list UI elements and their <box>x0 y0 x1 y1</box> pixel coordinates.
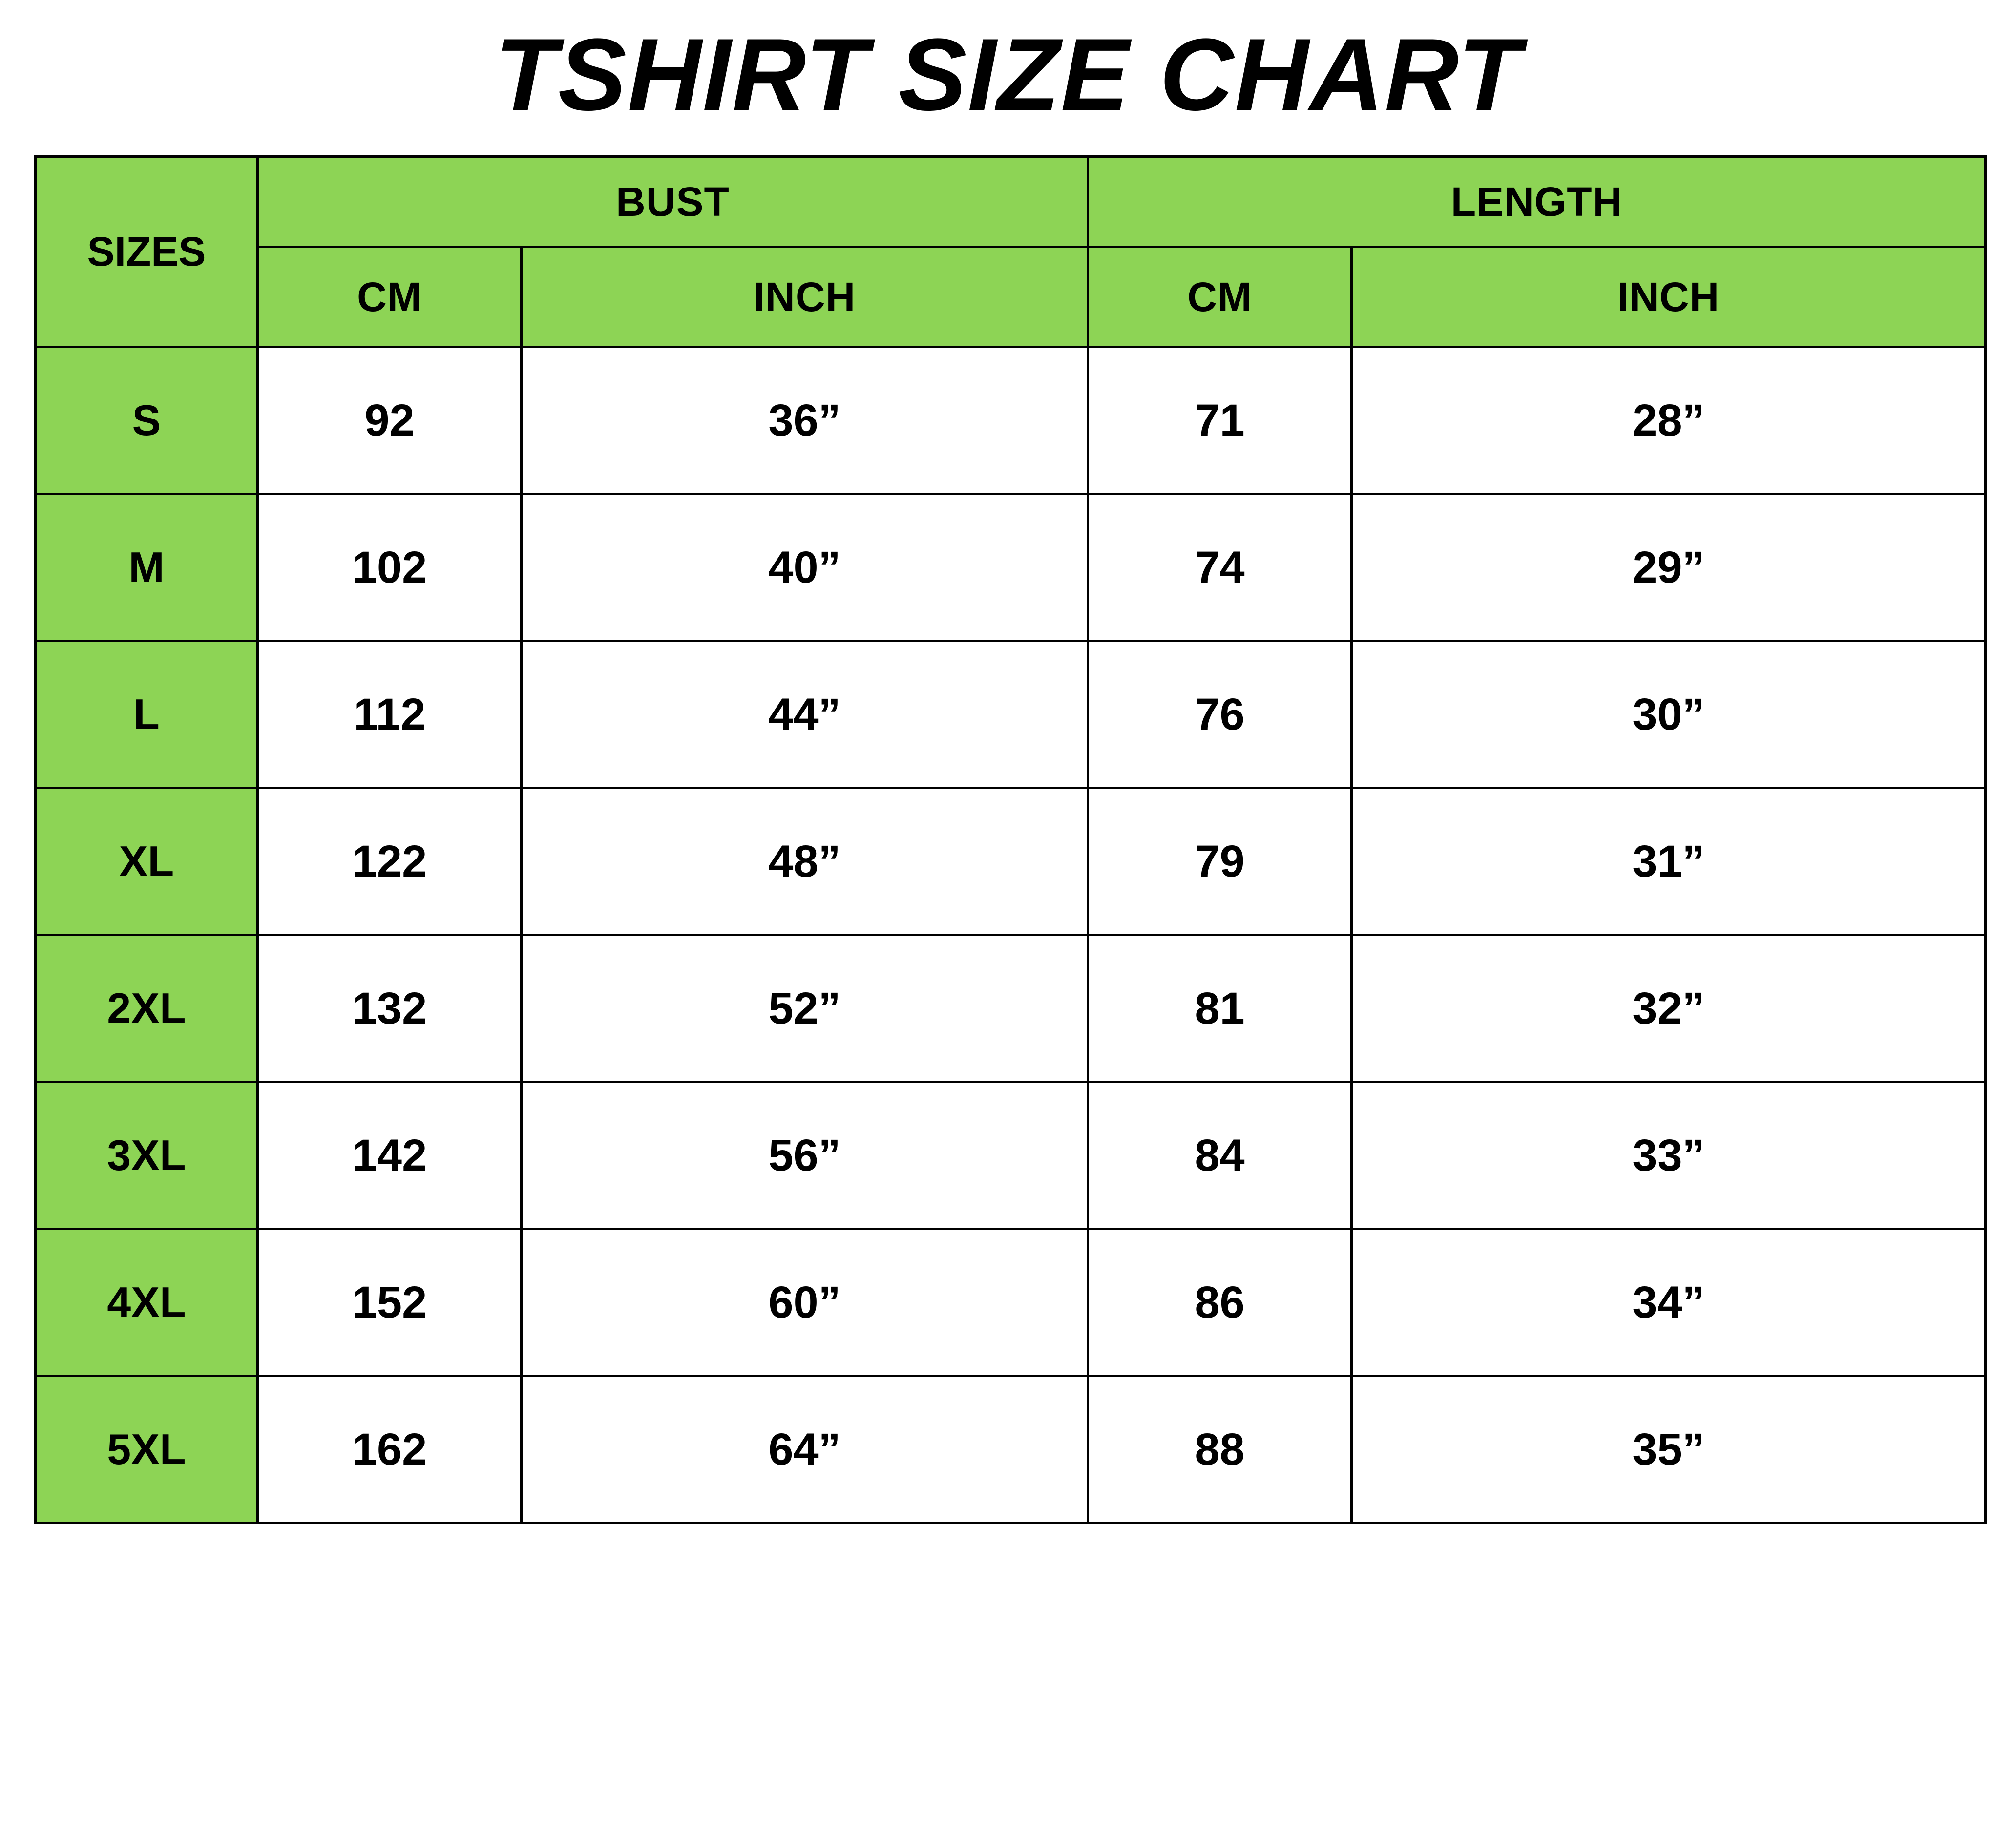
header-bust: BUST <box>258 157 1088 247</box>
table-row <box>36 1376 1986 1523</box>
row-size-label: XL <box>36 788 258 935</box>
table-row <box>36 1082 1986 1229</box>
row-length-cm: 81 <box>1088 935 1352 1082</box>
table-row <box>36 641 1986 788</box>
row-bust-cm: 122 <box>258 788 522 935</box>
row-length-inch: 32” <box>1352 935 1986 1082</box>
row-bust-inch: 44” <box>522 641 1088 788</box>
row-length-inch: 35” <box>1352 1376 1986 1523</box>
row-size-label: M <box>36 494 258 641</box>
row-size-label: 3XL <box>36 1082 258 1229</box>
row-length-cm: 71 <box>1088 347 1352 494</box>
row-length-inch: 28” <box>1352 347 1986 494</box>
header-length-inch: INCH <box>1352 247 1986 347</box>
row-length-cm: 86 <box>1088 1229 1352 1376</box>
row-length-cm: 84 <box>1088 1082 1352 1229</box>
row-bust-inch: 48” <box>522 788 1088 935</box>
row-bust-cm: 132 <box>258 935 522 1082</box>
row-length-cm: 74 <box>1088 494 1352 641</box>
table-row <box>36 494 1986 641</box>
row-bust-inch: 40” <box>522 494 1088 641</box>
table-row <box>36 347 1986 494</box>
row-length-inch: 31” <box>1352 788 1986 935</box>
header-length-cm: CM <box>1088 247 1352 347</box>
row-bust-cm: 112 <box>258 641 522 788</box>
row-length-cm: 76 <box>1088 641 1352 788</box>
row-length-inch: 34” <box>1352 1229 1986 1376</box>
row-bust-cm: 162 <box>258 1376 522 1523</box>
row-bust-inch: 60” <box>522 1229 1088 1376</box>
row-bust-inch: 56” <box>522 1082 1088 1229</box>
row-length-inch: 30” <box>1352 641 1986 788</box>
row-length-inch: 29” <box>1352 494 1986 641</box>
row-size-label: S <box>36 347 258 494</box>
header-bust-cm: CM <box>258 247 522 347</box>
row-size-label: 2XL <box>36 935 258 1082</box>
header-sizes: SIZES <box>36 157 258 347</box>
table-header-row-groups <box>36 157 1986 247</box>
row-size-label: 4XL <box>36 1229 258 1376</box>
row-length-cm: 88 <box>1088 1376 1352 1523</box>
header-length: LENGTH <box>1088 157 1986 247</box>
table-header <box>36 157 1986 347</box>
row-bust-inch: 64” <box>522 1376 1088 1523</box>
row-bust-inch: 36” <box>522 347 1088 494</box>
table-row <box>36 935 1986 1082</box>
table-header-row-units <box>36 247 1986 347</box>
row-bust-cm: 92 <box>258 347 522 494</box>
table-body <box>36 347 1986 1523</box>
row-bust-inch: 52” <box>522 935 1088 1082</box>
row-length-cm: 79 <box>1088 788 1352 935</box>
header-bust-inch: INCH <box>522 247 1088 347</box>
page-title: TSHIRT SIZE CHART <box>494 17 1522 132</box>
row-size-label: L <box>36 641 258 788</box>
row-bust-cm: 102 <box>258 494 522 641</box>
row-length-inch: 33” <box>1352 1082 1986 1229</box>
table-row <box>36 788 1986 935</box>
size-chart-table <box>34 155 1987 1524</box>
row-bust-cm: 152 <box>258 1229 522 1376</box>
row-size-label: 5XL <box>36 1376 258 1523</box>
table-row <box>36 1229 1986 1376</box>
row-bust-cm: 142 <box>258 1082 522 1229</box>
